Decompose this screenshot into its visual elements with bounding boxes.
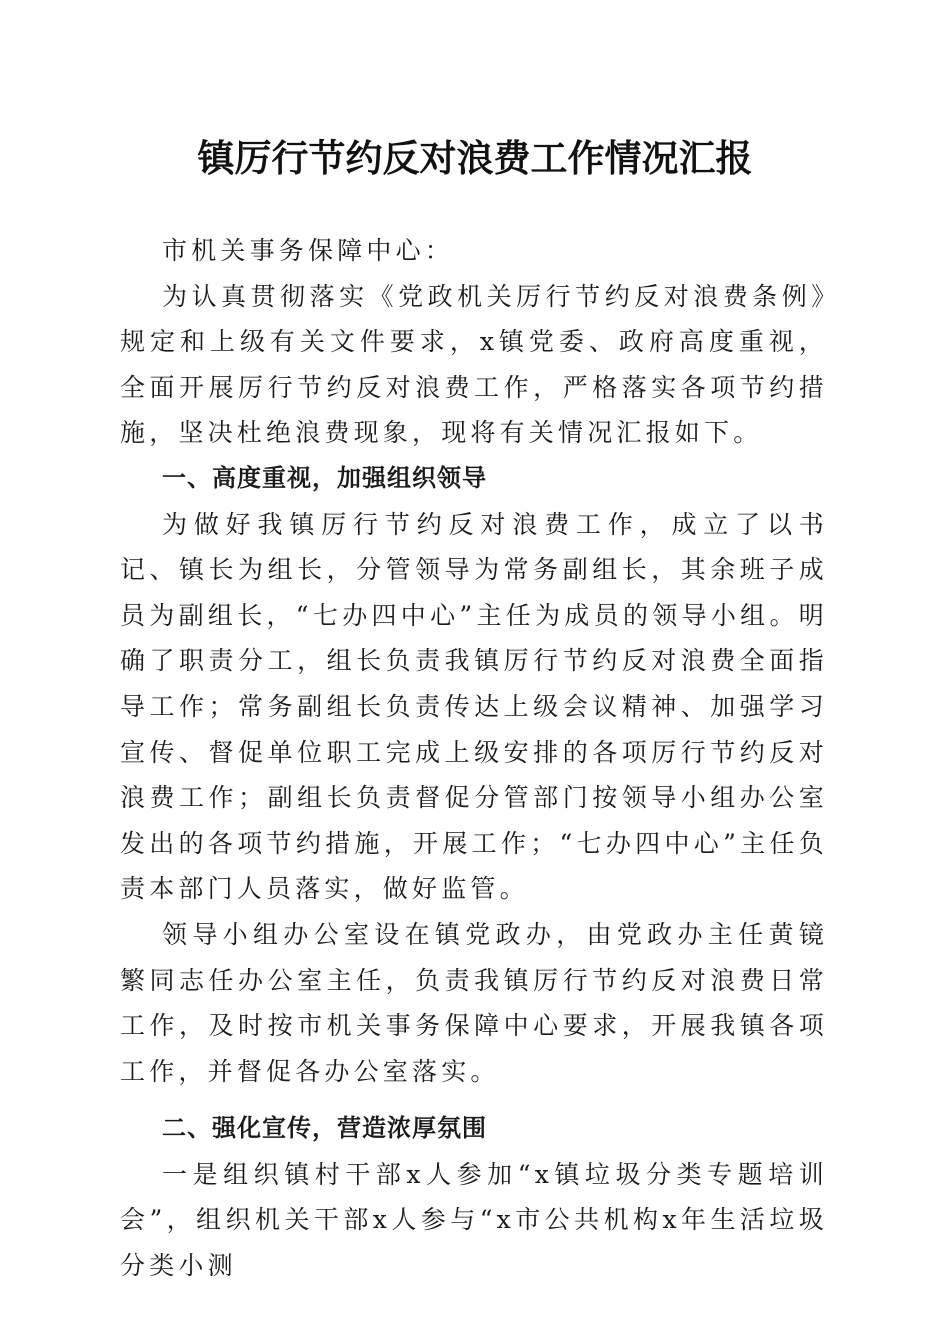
section-1-heading: 一、高度重视，加强组织领导 bbox=[162, 463, 487, 492]
document-body bbox=[120, 228, 828, 1289]
document-title: 镇厉行节约反对浪费工作情况汇报 bbox=[197, 136, 753, 180]
section-2-heading: 二、强化宣传，营造浓厚氛围 bbox=[162, 1114, 487, 1143]
section-2-paragraph-1: 一是组织镇村干部x人参加“x镇垃圾分类专题培训会”，组织机关干部x人参与“x市公共机构x年生活垃圾分类小测 bbox=[120, 1159, 828, 1281]
intro-paragraph: 为认真贯彻落实《党政机关厉行节约反对浪费条例》规定和上级有关文件要求，x镇党委、政府高度重视，全面开展厉行节约反对浪费工作，严格落实各项节约措施，坚决杜绝浪费现象，现将有关情况汇报如下。 bbox=[120, 281, 828, 448]
section-gap bbox=[120, 1094, 828, 1106]
salutation: 市机关事务保障中心： bbox=[162, 236, 455, 265]
section-1-paragraph-1: 为做好我镇厉行节约反对浪费工作，成立了以书记、镇长为组长，分管领导为常务副组长，其余班子成员为副组长，“七办四中心”主任为成员的领导小组。明确了职责分工，组长负责我镇厉行节约反对浪费全面指导工作；常务副组长负责传达上级会议精神、加强学习宣传、督促单位职工完成上级安排的各项厉行节约反对浪费工作；副组长负责督促分管部门按领导小组办公室发出的各项节约措施，开展工作；“七办四中心”主任负责本部门人员落实，做好监管。 bbox=[120, 509, 828, 904]
section-1-paragraph-2: 领导小组办公室设在镇党政办，由党政办主任黄镜繁同志任办公室主任，负责我镇厉行节约反对浪费日常工作，及时按市机关事务保障中心要求，开展我镇各项工作，并督促各办公室落实。 bbox=[120, 919, 828, 1086]
